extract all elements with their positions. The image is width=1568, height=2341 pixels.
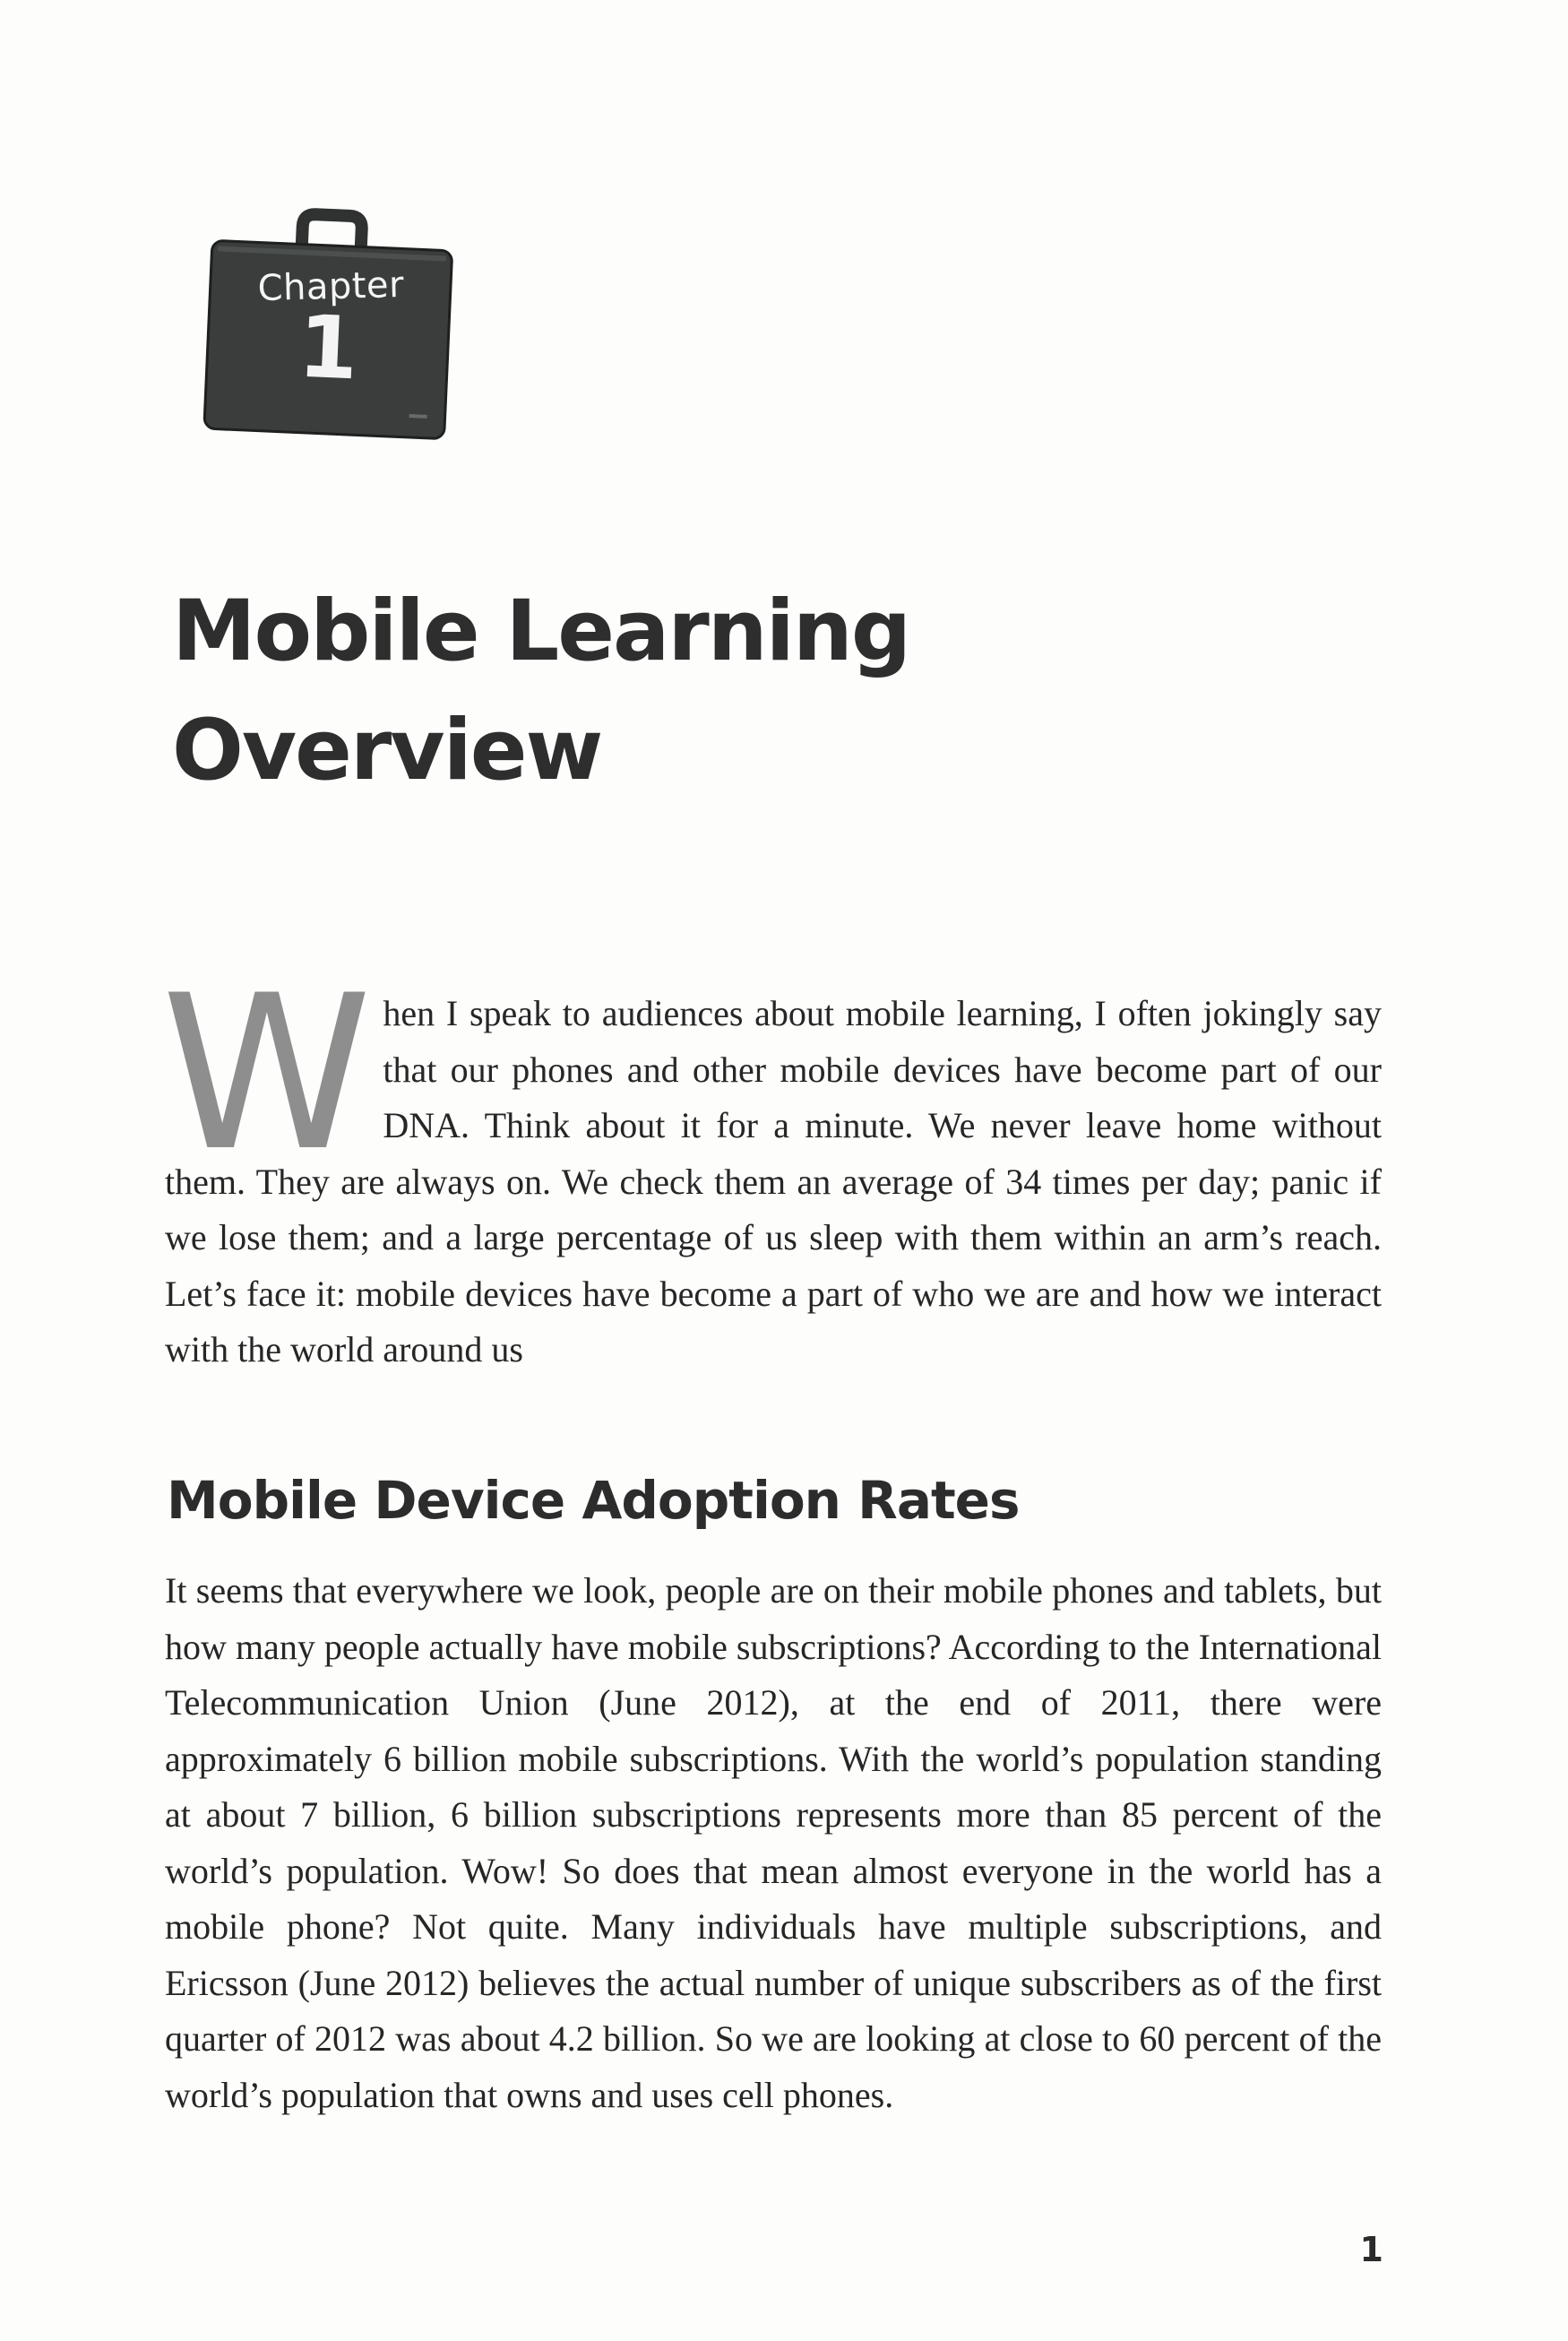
page-number: 1 bbox=[1359, 2230, 1383, 2269]
chapter-title-line-1: Mobile Learning bbox=[172, 583, 910, 680]
intro-paragraph bbox=[161, 950, 1382, 1378]
intro-text: hen I speak to audiences about mobile learning, I often jokingly say that our phones and other mobile devices have become part of our DNA. Think about it for a minute. We never leave home without them. They are always on. We check them an average of 34 times per day; panic if we lose them; and a large percentage of us sleep with them within an arm’s reach. Let’s face it: mobile devices have become a part of who we are and how we interact with the world around us bbox=[165, 993, 1382, 1369]
chapter-title-line-2: Overview bbox=[172, 702, 602, 799]
section-paragraph: It seems that everywhere we look, people are on their mobile phones and tablets, but how many people actually have mobile subscriptions? According to the International Telecommunication Union (June 2012), at the end of 2011, there were approximately 6 billion mobile subscriptions. With the world’s population standing at about 7 billion, 6 billion subscriptions represents more than 85 percent of the world’s population. Wow! So does that mean almost everyone in the world has a mobile phone? Not quite. Many individuals have multiple subscriptions, and Ericsson (June 2012) believes the actual number of unique subscribers as of the first quarter of 2012 was about 4.2 billion. So we are looking at close to 60 percent of the world’s population that owns and uses cell phones. bbox=[165, 1570, 1382, 2115]
chapter-number: 1 bbox=[296, 296, 361, 400]
section-heading: Mobile Device Adoption Rates bbox=[167, 1470, 1020, 1531]
chapter-title bbox=[172, 572, 1247, 810]
chapter-label: Chapter bbox=[257, 263, 405, 310]
drop-cap: W bbox=[161, 950, 366, 1198]
chapter-badge bbox=[196, 203, 461, 446]
